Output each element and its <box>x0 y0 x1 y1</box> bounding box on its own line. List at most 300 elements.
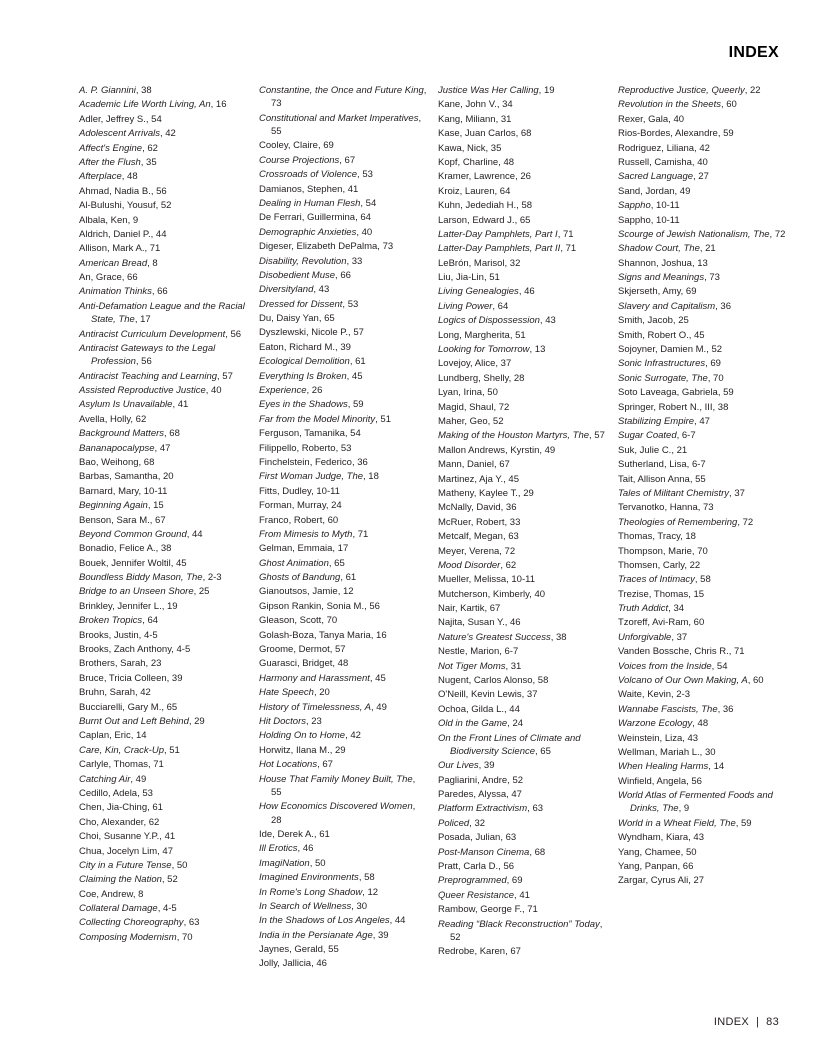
entry-title: Mood Disorder <box>438 559 501 571</box>
entry-name: Mallon Andrews, Kyrstin <box>438 444 540 456</box>
index-entry <box>618 703 786 716</box>
index-entry <box>259 442 427 455</box>
entry-pages: , 6-7 <box>686 459 706 471</box>
entry-pages: , 71 <box>728 646 745 658</box>
entry-name: Soto Laveaga, Gabriela <box>618 387 718 399</box>
entry-title: Hate Speech <box>259 687 314 699</box>
entry-pages: , 58 <box>516 200 533 212</box>
entry-title: Antiracist Teaching and Learning <box>79 370 218 382</box>
entry-pages: , 40 <box>668 113 685 125</box>
index-entry <box>618 831 786 844</box>
index-entry <box>438 817 606 830</box>
entry-title: Platform Extractivism <box>438 803 528 815</box>
entry-pages: , 21 <box>671 444 688 456</box>
entry-title: American Bread <box>79 257 148 269</box>
entry-pages: , 69 <box>680 286 697 298</box>
index-entry <box>438 645 606 658</box>
entry-name: Russell, Camisha <box>618 156 692 168</box>
index-entry <box>259 600 427 613</box>
index-entry <box>79 427 247 440</box>
entry-name: Al-Bulushi, Yousuf <box>79 200 156 212</box>
entry-name: Matheny, Kaylee T. <box>438 487 518 499</box>
entry-title: ImagiNation <box>259 857 310 869</box>
entry-name: Groome, Dermot <box>259 644 330 656</box>
entry-pages: , 66 <box>677 861 694 872</box>
entry-name: McRuer, Robert <box>438 516 505 528</box>
entry-pages: , 10-11 <box>311 485 340 497</box>
entry-title: Eyes in the Shadows <box>259 399 348 411</box>
entry-title: Collateral Damage <box>79 903 158 915</box>
entry-name: Mann, Daniel <box>438 459 494 471</box>
index-entry <box>79 787 247 800</box>
entry-name: Trezise, Thomas <box>618 588 689 600</box>
entry-name: Benson, Sara M. <box>79 514 150 526</box>
entry-pages: , 4-5 <box>138 629 158 641</box>
index-entry <box>438 732 606 759</box>
entry-pages: , 26 <box>306 385 323 397</box>
index-entry <box>79 528 247 541</box>
entry-pages: , 69 <box>317 140 334 152</box>
entry-title: Hot Locations <box>259 759 318 771</box>
entry-name: Jolly, Jallicia <box>259 958 312 970</box>
entry-title: Antiracist Curriculum Development <box>79 328 226 340</box>
entry-name: Sojoyner, Damien M. <box>618 344 707 356</box>
entry-name: Waite, Kevin <box>618 689 671 701</box>
index-entry <box>79 916 247 929</box>
index-entry <box>79 744 247 757</box>
entry-pages: , 51 <box>375 413 392 425</box>
entry-name: Bruce, Tricia Colleen <box>79 672 167 684</box>
entry-title: Diversityland <box>259 284 314 296</box>
index-entry <box>618 789 786 816</box>
entry-title: Tales of Militant Chemistry <box>618 487 730 499</box>
entry-pages: , 15 <box>688 588 705 600</box>
entry-pages: , 10-11 <box>650 200 680 212</box>
index-entry <box>618 732 786 745</box>
entry-pages: , 51 <box>164 744 180 756</box>
index-entry <box>618 271 786 284</box>
index-entry <box>438 372 606 385</box>
index-entry <box>438 257 606 270</box>
index-entry <box>259 744 427 757</box>
index-entry <box>618 616 786 629</box>
entry-pages: , 42 <box>159 128 176 140</box>
entry-title: Volcano of Our Own Making, A <box>618 675 748 687</box>
entry-title: Disability, Revolution <box>259 255 347 267</box>
index-entry <box>259 84 427 111</box>
entry-pages: , 40 <box>356 226 373 238</box>
index-column-4 <box>618 84 786 889</box>
entry-title: Signs and Meanings <box>618 272 705 284</box>
entry-title: Making of the Houston Martyrs, The <box>438 430 590 442</box>
entry-name: Tait, Allison Anna <box>618 473 690 485</box>
index-entry <box>438 98 606 111</box>
index-entry <box>79 701 247 714</box>
index-entry <box>79 271 247 284</box>
index-entry <box>438 357 606 370</box>
index-entry <box>438 127 606 140</box>
entry-pages: , 64 <box>492 300 509 312</box>
index-entry <box>438 588 606 601</box>
entry-pages: , 58 <box>532 675 549 687</box>
entry-title: In Search of Wellness <box>259 900 352 912</box>
entry-pages: , 8 <box>132 888 144 900</box>
entry-pages: , 71 <box>521 904 538 916</box>
entry-pages: , 73 <box>704 272 720 284</box>
entry-name: Franco, Robert <box>259 514 323 526</box>
index-entry <box>438 660 606 673</box>
index-entry <box>438 487 606 500</box>
entry-name: Barbas, Samantha <box>79 471 158 483</box>
entry-name: Guarasci, Bridget <box>259 658 333 670</box>
entry-title: City in a Future Tense <box>79 859 172 871</box>
entry-pages: , 28 <box>271 801 416 826</box>
index-entry <box>79 384 247 397</box>
index-entry <box>259 929 427 942</box>
index-entry <box>259 886 427 899</box>
entry-name: Martinez, Aja Y. <box>438 473 504 485</box>
index-entry <box>618 746 786 759</box>
entry-name: Gianoutsos, Jamie <box>259 586 338 598</box>
entry-pages: , 31 <box>505 660 522 672</box>
index-entry <box>618 372 786 385</box>
entry-name: Smith, Jacob <box>618 315 673 327</box>
entry-pages: , 44 <box>150 228 167 240</box>
entry-name: Sutherland, Lisa <box>618 459 687 471</box>
entry-pages: , 23 <box>305 716 322 727</box>
entry-pages: , 2-3 <box>202 572 222 584</box>
entry-name: Najita, Susan Y. <box>438 617 505 629</box>
entry-title: Logics of Dispossession <box>438 315 540 327</box>
index-entry <box>438 717 606 730</box>
entry-title: Everything Is Broken <box>259 370 347 382</box>
index-entry <box>79 816 247 829</box>
entry-name: Suk, Julie C. <box>618 444 672 456</box>
entry-pages: , 31 <box>495 113 512 125</box>
index-entry <box>259 355 427 368</box>
entry-pages: , 67 <box>505 946 521 958</box>
index-entry <box>259 914 427 927</box>
index-entry <box>259 585 427 598</box>
index-entry <box>259 571 427 584</box>
index-entry <box>259 773 427 800</box>
index-entry <box>79 370 247 383</box>
entry-pages: , 63 <box>183 917 200 929</box>
index-entry <box>618 874 786 887</box>
entry-title: Latter-Day Pamphlets, Part II <box>438 243 561 255</box>
entry-name: Maher, Geo <box>438 415 488 427</box>
index-entry <box>618 545 786 558</box>
index-entry <box>259 871 427 884</box>
index-entry <box>79 830 247 843</box>
entry-pages: , 36 <box>351 456 368 468</box>
entry-name: Allison, Mark A. <box>79 243 145 255</box>
index-entry <box>79 600 247 613</box>
entry-title: Slavery and Capitalism <box>618 300 716 312</box>
entry-pages: , 56 <box>364 600 380 612</box>
page-number: 83 <box>766 1016 779 1028</box>
entry-title: Experience <box>259 385 307 397</box>
entry-name: Yang, Panpan <box>618 861 678 872</box>
entry-title: Constantine, the Once and Future King <box>259 85 424 96</box>
entry-pages: , 35 <box>140 156 157 168</box>
entry-name: Rexer, Gala <box>618 113 669 125</box>
entry-name: An, Grace <box>79 272 122 284</box>
entry-pages: , 46 <box>518 286 535 298</box>
entry-pages: , 48 <box>332 658 349 670</box>
entry-title: Antiracist Gateways to the Legal Profession <box>79 342 216 368</box>
entry-name: Shannon, Joshua <box>618 257 692 269</box>
entry-pages: , 52 <box>507 774 524 786</box>
entry-pages: , 41 <box>172 399 189 411</box>
entry-pages: , 4-5 <box>157 903 177 915</box>
index-entry <box>618 487 786 500</box>
entry-pages: , 14 <box>130 730 147 742</box>
index-entry <box>79 84 247 97</box>
entry-pages: , 71 <box>557 228 574 240</box>
entry-title: Dealing in Human Flesh <box>259 197 361 209</box>
entry-name: Cho, Alexander <box>79 816 144 828</box>
entry-pages: , 52 <box>706 344 723 356</box>
index-entry <box>259 456 427 469</box>
entry-pages: , 60 <box>720 99 737 111</box>
entry-pages: , 6-7 <box>499 646 519 658</box>
index-entry <box>259 485 427 498</box>
entry-pages: , 45 <box>346 370 363 382</box>
entry-name: Fitts, Dudley <box>259 485 312 497</box>
entry-pages: , 69 <box>705 358 721 370</box>
index-entry <box>259 255 427 268</box>
entry-pages: , 45 <box>503 473 519 485</box>
entry-name: Du, Daisy Yan <box>259 313 319 325</box>
entry-pages: , 39 <box>335 341 351 353</box>
entry-title: After the Flush <box>79 156 141 168</box>
index-entry <box>79 300 247 327</box>
index-entry <box>438 329 606 342</box>
entry-pages: , 44 <box>186 528 203 540</box>
index-entry <box>259 842 427 855</box>
entry-pages: , 53 <box>335 442 352 454</box>
index-entry <box>259 470 427 483</box>
entry-pages: , 19 <box>538 85 555 96</box>
entry-name: Adler, Jeffrey S. <box>79 113 146 125</box>
index-entry <box>618 285 786 298</box>
entry-name: Dyszlewski, Nicole P. <box>259 327 349 339</box>
index-entry <box>79 228 247 241</box>
entry-name: Cooley, Claire <box>259 140 318 152</box>
entry-pages: , 27 <box>688 875 705 887</box>
index-entry <box>618 602 786 615</box>
index-entry <box>79 328 247 341</box>
entry-pages: , 60 <box>322 514 339 526</box>
entry-pages: , 38 <box>155 543 172 555</box>
entry-title: Unforgivable <box>618 631 672 643</box>
entry-name: Liu, Jia-Lin <box>438 272 484 284</box>
entry-pages: , 49 <box>674 185 691 197</box>
entry-title: Bananapocalypse <box>79 442 155 454</box>
entry-pages: , 10-11 <box>650 214 680 226</box>
entry-title: Shadow Court, The <box>618 243 700 255</box>
entry-pages: , 50 <box>482 387 498 399</box>
entry-name: Golash-Boza, Tanya Maria <box>259 629 371 641</box>
index-entry <box>438 559 606 572</box>
entry-name: Kroiz, Lauren <box>438 185 495 197</box>
index-entry <box>618 645 786 658</box>
index-entry <box>438 918 606 945</box>
index-entry <box>618 473 786 486</box>
index-entry <box>79 571 247 584</box>
index-entry <box>438 429 606 442</box>
index-entry <box>618 386 786 399</box>
entry-pages: , 2-3 <box>670 689 690 701</box>
index-entry <box>259 370 427 383</box>
index-entry <box>438 156 606 169</box>
entry-pages: , 12 <box>362 886 379 898</box>
index-entry <box>79 257 247 270</box>
index-entry <box>79 542 247 555</box>
entry-pages: , 17 <box>134 314 151 326</box>
index-entry <box>438 530 606 543</box>
index-entry <box>618 242 786 255</box>
entry-name: Bonadio, Felice A. <box>79 543 156 555</box>
entry-title: Sonic Surrogate, The <box>618 372 708 384</box>
entry-title: Harmony and Harassment <box>259 672 370 684</box>
entry-title: Ecological Demolition <box>259 356 350 368</box>
index-entry <box>618 314 786 327</box>
index-entry <box>79 98 247 111</box>
entry-pages: , 70 <box>321 615 338 627</box>
entry-name: Chen, Jia-Ching <box>79 802 148 814</box>
entry-pages: , 47 <box>506 789 522 801</box>
index-entry <box>618 501 786 514</box>
entry-pages: , 51 <box>509 329 526 341</box>
entry-pages: , 52 <box>161 874 178 886</box>
index-entry <box>618 631 786 644</box>
entry-pages: , 56 <box>135 356 152 368</box>
entry-name: Nestle, Marion <box>438 646 500 658</box>
index-entry <box>618 98 786 111</box>
entry-title: Academic Life Worth Living, An <box>79 99 211 111</box>
entry-pages: , 22 <box>744 85 761 96</box>
entry-name: Rios-Bordes, Alexandre <box>618 128 718 140</box>
entry-pages: , 25 <box>672 315 689 327</box>
entry-pages: , 72 <box>737 516 754 528</box>
entry-pages: , 32 <box>504 257 521 269</box>
index-entry <box>259 643 427 656</box>
entry-pages: , 25 <box>193 586 210 598</box>
entry-pages: , 61 <box>340 572 357 584</box>
entry-name: Horwitz, Ilana M. <box>259 744 330 756</box>
entry-pages: , 49 <box>539 444 556 456</box>
entry-title: Beyond Common Ground <box>79 528 187 540</box>
entry-pages: , 26 <box>515 171 531 183</box>
entry-pages: , 73 <box>697 502 714 514</box>
entry-pages: , 54 <box>145 113 162 125</box>
index-entry <box>438 199 606 212</box>
index-entry <box>438 271 606 284</box>
index-entry <box>259 112 427 139</box>
entry-pages: , 20 <box>157 471 174 483</box>
index-entry <box>79 170 247 183</box>
entry-name: Gelman, Emmaia <box>259 543 333 555</box>
index-entry <box>79 801 247 814</box>
entry-pages: , 41 <box>514 889 530 901</box>
entry-pages: , 10-11 <box>138 485 168 497</box>
index-entry <box>79 185 247 198</box>
entry-title: Ghost Animation <box>259 557 329 569</box>
entry-pages: , 55 <box>689 473 706 485</box>
entry-pages: , 67 <box>149 514 166 526</box>
entry-pages: , 42 <box>345 730 361 742</box>
entry-pages: , 32 <box>469 817 486 829</box>
entry-pages: , 67 <box>484 603 501 615</box>
entry-title: Constitutional and Market Imperatives <box>259 112 419 124</box>
index-entry <box>79 442 247 455</box>
entry-pages: , 57 <box>589 430 605 442</box>
index-entry <box>79 715 247 728</box>
entry-pages: , 49 <box>130 773 147 785</box>
entry-pages: , 15 <box>147 500 164 512</box>
entry-title: Policed <box>438 817 470 829</box>
index-entry <box>259 542 427 555</box>
index-entry <box>259 614 427 627</box>
entry-name: Winfield, Angela <box>618 775 687 787</box>
footer-separator: | <box>755 1016 760 1028</box>
index-entry <box>259 857 427 870</box>
entry-name: Long, Margherita <box>438 329 510 341</box>
entry-title: Living Genealogies <box>438 286 519 298</box>
entry-pages: , 8 <box>147 257 158 269</box>
entry-pages: , 73 <box>271 85 427 110</box>
entry-pages: , 9 <box>678 803 690 815</box>
entry-pages: , 70 <box>707 372 724 384</box>
index-entry <box>438 242 606 255</box>
entry-pages: , 73 <box>377 241 394 253</box>
entry-name: Mueller, Melissa <box>438 574 507 586</box>
entry-pages: , 64 <box>142 615 159 627</box>
index-entry <box>618 228 786 241</box>
index-entry <box>438 170 606 183</box>
index-entry <box>259 943 427 956</box>
entry-title: A. P. Giannini <box>79 85 136 96</box>
entry-title: Adolescent Arrivals <box>79 128 160 140</box>
entry-pages: , 30 <box>699 746 716 758</box>
entry-pages: , 62 <box>142 142 158 154</box>
index-entry <box>438 415 606 428</box>
entry-pages: , 60 <box>688 617 705 629</box>
index-entry <box>618 343 786 356</box>
entry-pages: , 36 <box>717 703 734 715</box>
index-entry <box>618 127 786 140</box>
index-entry <box>259 499 427 512</box>
entry-title: Afterplace <box>79 171 122 183</box>
entry-pages: , 45 <box>688 329 705 341</box>
index-entry <box>438 458 606 471</box>
index-entry <box>79 773 247 786</box>
index-entry <box>438 631 606 644</box>
entry-name: Redrobe, Karen <box>438 946 506 958</box>
index-entry <box>79 845 247 858</box>
entry-title: House That Family Money Built, The <box>259 773 413 785</box>
entry-pages: , 23 <box>145 658 162 670</box>
index-entry <box>438 802 606 815</box>
index-entry <box>79 729 247 742</box>
entry-pages: , 13 <box>691 257 708 269</box>
entry-title: Ill Erotics <box>259 843 298 855</box>
entry-title: Assisted Reproductive Justice <box>79 385 206 397</box>
index-entry <box>438 860 606 873</box>
entry-title: Looking for Tomorrow <box>438 344 530 356</box>
